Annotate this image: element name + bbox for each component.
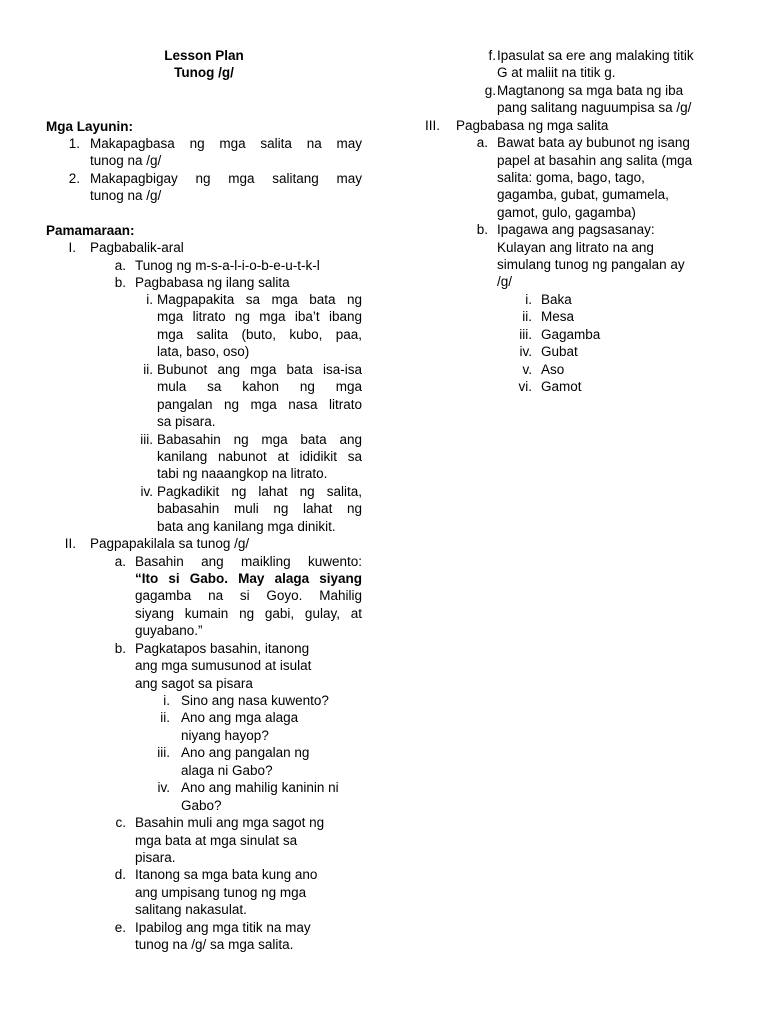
subitem-line: sa pisara. <box>157 414 216 429</box>
subitem-line: mga salita (buto, kubo, paa, <box>157 327 362 342</box>
item-line: Tunog ng m-s-a-l-i-o-b-e-u-t-k-l <box>135 258 320 273</box>
item-line: pisara. <box>135 850 176 865</box>
layunin-heading: Mga Layunin: <box>46 119 133 134</box>
item-line: siyang kumain ng gabi, gulay, at <box>135 606 362 621</box>
section-label: Pagbabalik-aral <box>90 240 184 255</box>
subitem-line: Sino ang nasa kuwento? <box>181 693 329 708</box>
list-item-line: tunog na /g/ <box>90 153 162 168</box>
subitem-line: Babasahin ng mga bata ang <box>157 432 362 447</box>
list-marker: 1. <box>68 136 80 151</box>
subitem-line: Gabo? <box>181 798 222 813</box>
item-line: Kulayan ang litrato na ang <box>497 240 654 255</box>
list-item-line: Makapagbigay ng mga salitang may <box>90 171 362 186</box>
document-subtitle: Tunog /g/ <box>174 65 234 80</box>
item-line: G at maliit na titik g. <box>497 65 616 80</box>
subitem-line: lata, baso, oso) <box>157 344 250 359</box>
item-line: Itanong sa mga bata kung ano <box>135 867 318 882</box>
item-line: Pagbabasa ng ilang salita <box>135 275 290 290</box>
item-line: Bawat bata ay bubunot ng isang <box>497 135 690 150</box>
subitem-marker: v. <box>522 362 532 377</box>
subitem-line: mga litrato ng mga iba’t ibang <box>157 309 362 324</box>
subitem-line: Gagamba <box>541 327 601 342</box>
item-line: gagamba na si Goyo. Mahilig <box>135 588 362 603</box>
item-marker: b. <box>476 222 488 237</box>
subitem-line: tabi ng naaangkop na litrato. <box>157 466 328 481</box>
item-line: Pagkatapos basahin, itanong <box>135 641 310 656</box>
item-line: ang umpisang tunog ng mga <box>135 885 307 900</box>
item-line: simulang tunog ng pangalan ay <box>497 257 685 272</box>
subitem-marker: ii. <box>160 710 170 725</box>
list-item-line: tunog na /g/ <box>90 188 162 203</box>
item-line: guyabano.” <box>135 623 203 638</box>
subitem-marker: i. <box>525 292 532 307</box>
subitem-line: Aso <box>541 362 565 377</box>
subitem-line: Gubat <box>541 344 578 359</box>
subitem-line: mula sa kahon ng mga <box>157 379 362 394</box>
subitem-line: Ano ang mga alaga <box>181 710 299 725</box>
section-marker: II. <box>64 536 76 551</box>
subitem-line: Mesa <box>541 309 575 324</box>
item-line: Ipasulat sa ere ang malaking titik <box>497 48 694 63</box>
document-title: Lesson Plan <box>164 48 244 63</box>
subitem-marker: iii. <box>140 432 153 447</box>
item-line: “Ito si Gabo. May alaga siyang <box>135 571 362 586</box>
subitem-line: niyang hayop? <box>181 728 269 743</box>
list-item-line: Makapagbasa ng mga salita na may <box>90 136 362 151</box>
subitem-line: babasahin muli ng lahat ng <box>157 501 362 516</box>
pamamaraan-heading: Pamamaraan: <box>46 223 135 238</box>
item-line: ang sagot sa pisara <box>135 676 253 691</box>
subitem-line: bata ang kanilang mga dinikit. <box>157 519 336 534</box>
subitem-marker: i. <box>163 693 170 708</box>
subitem-marker: iv. <box>157 780 170 795</box>
section-marker: III. <box>424 118 440 133</box>
item-marker: a. <box>114 258 126 273</box>
item-line: mga bata at mga sinulat sa <box>135 833 298 848</box>
subitem-marker: ii. <box>143 362 153 377</box>
subitem-marker: iii. <box>157 745 170 760</box>
item-marker: f. <box>488 48 496 63</box>
item-marker: a. <box>476 135 488 150</box>
subitem-line: pangalan ng mga nasa litrato <box>157 397 362 412</box>
subitem-marker: iii. <box>519 327 532 342</box>
item-line: gagamba, gubat, gumamela, <box>497 187 669 202</box>
item-marker: e. <box>114 920 126 935</box>
item-line: tunog na /g/ sa mga salita. <box>135 937 294 952</box>
subitem-line: alaga ni Gabo? <box>181 763 273 778</box>
item-marker: b. <box>114 641 126 656</box>
subitem-line: Magpapakita sa mga bata ng <box>157 292 362 307</box>
item-line: salitang nakasulat. <box>135 902 247 917</box>
item-line: Ipagawa ang pagsasanay: <box>497 222 655 237</box>
item-line: Magtanong sa mga bata ng iba <box>497 83 684 98</box>
item-marker: c. <box>115 815 126 830</box>
subitem-line: Gamot <box>541 379 582 394</box>
item-line: Basahin ang maikling kuwento: <box>135 554 362 569</box>
item-marker: d. <box>114 867 126 882</box>
item-marker: a. <box>114 554 126 569</box>
list-marker: 2. <box>68 171 80 186</box>
item-line: salita: goma, bago, tago, <box>497 170 645 185</box>
subitem-line: kanilang nabunot at ididikit sa <box>157 449 362 464</box>
item-line: papel at basahin ang salita (mga <box>497 153 693 168</box>
item-line: ang mga sumusunod at isulat <box>135 658 312 673</box>
subitem-marker: iv. <box>519 344 532 359</box>
subitem-marker: iv. <box>140 484 153 499</box>
item-line: pang salitang naguumpisa sa /g/ <box>497 100 692 115</box>
item-line: gamot, gulo, gagamba) <box>497 205 636 220</box>
subitem-line: Ano ang pangalan ng <box>181 745 310 760</box>
item-line: Basahin muli ang mga sagot ng <box>135 815 325 830</box>
section-label: Pagpapakilala sa tunog /g/ <box>90 536 250 551</box>
subitem-line: Baka <box>541 292 572 307</box>
item-line: Ipabilog ang mga titik na may <box>135 920 311 935</box>
subitem-marker: i. <box>146 292 153 307</box>
section-label: Pagbabasa ng mga salita <box>456 118 609 133</box>
item-line: /g/ <box>497 274 513 289</box>
section-marker: I. <box>68 240 76 255</box>
item-marker: b. <box>114 275 126 290</box>
subitem-marker: ii. <box>522 309 532 324</box>
subitem-line: Ano ang mahilig kaninin ni <box>181 780 339 795</box>
subitem-marker: vi. <box>518 379 532 394</box>
subitem-line: Pagkadikit ng lahat ng salita, <box>157 484 362 499</box>
item-marker: g. <box>484 83 496 98</box>
subitem-line: Bubunot ang mga bata isa-isa <box>157 362 362 377</box>
